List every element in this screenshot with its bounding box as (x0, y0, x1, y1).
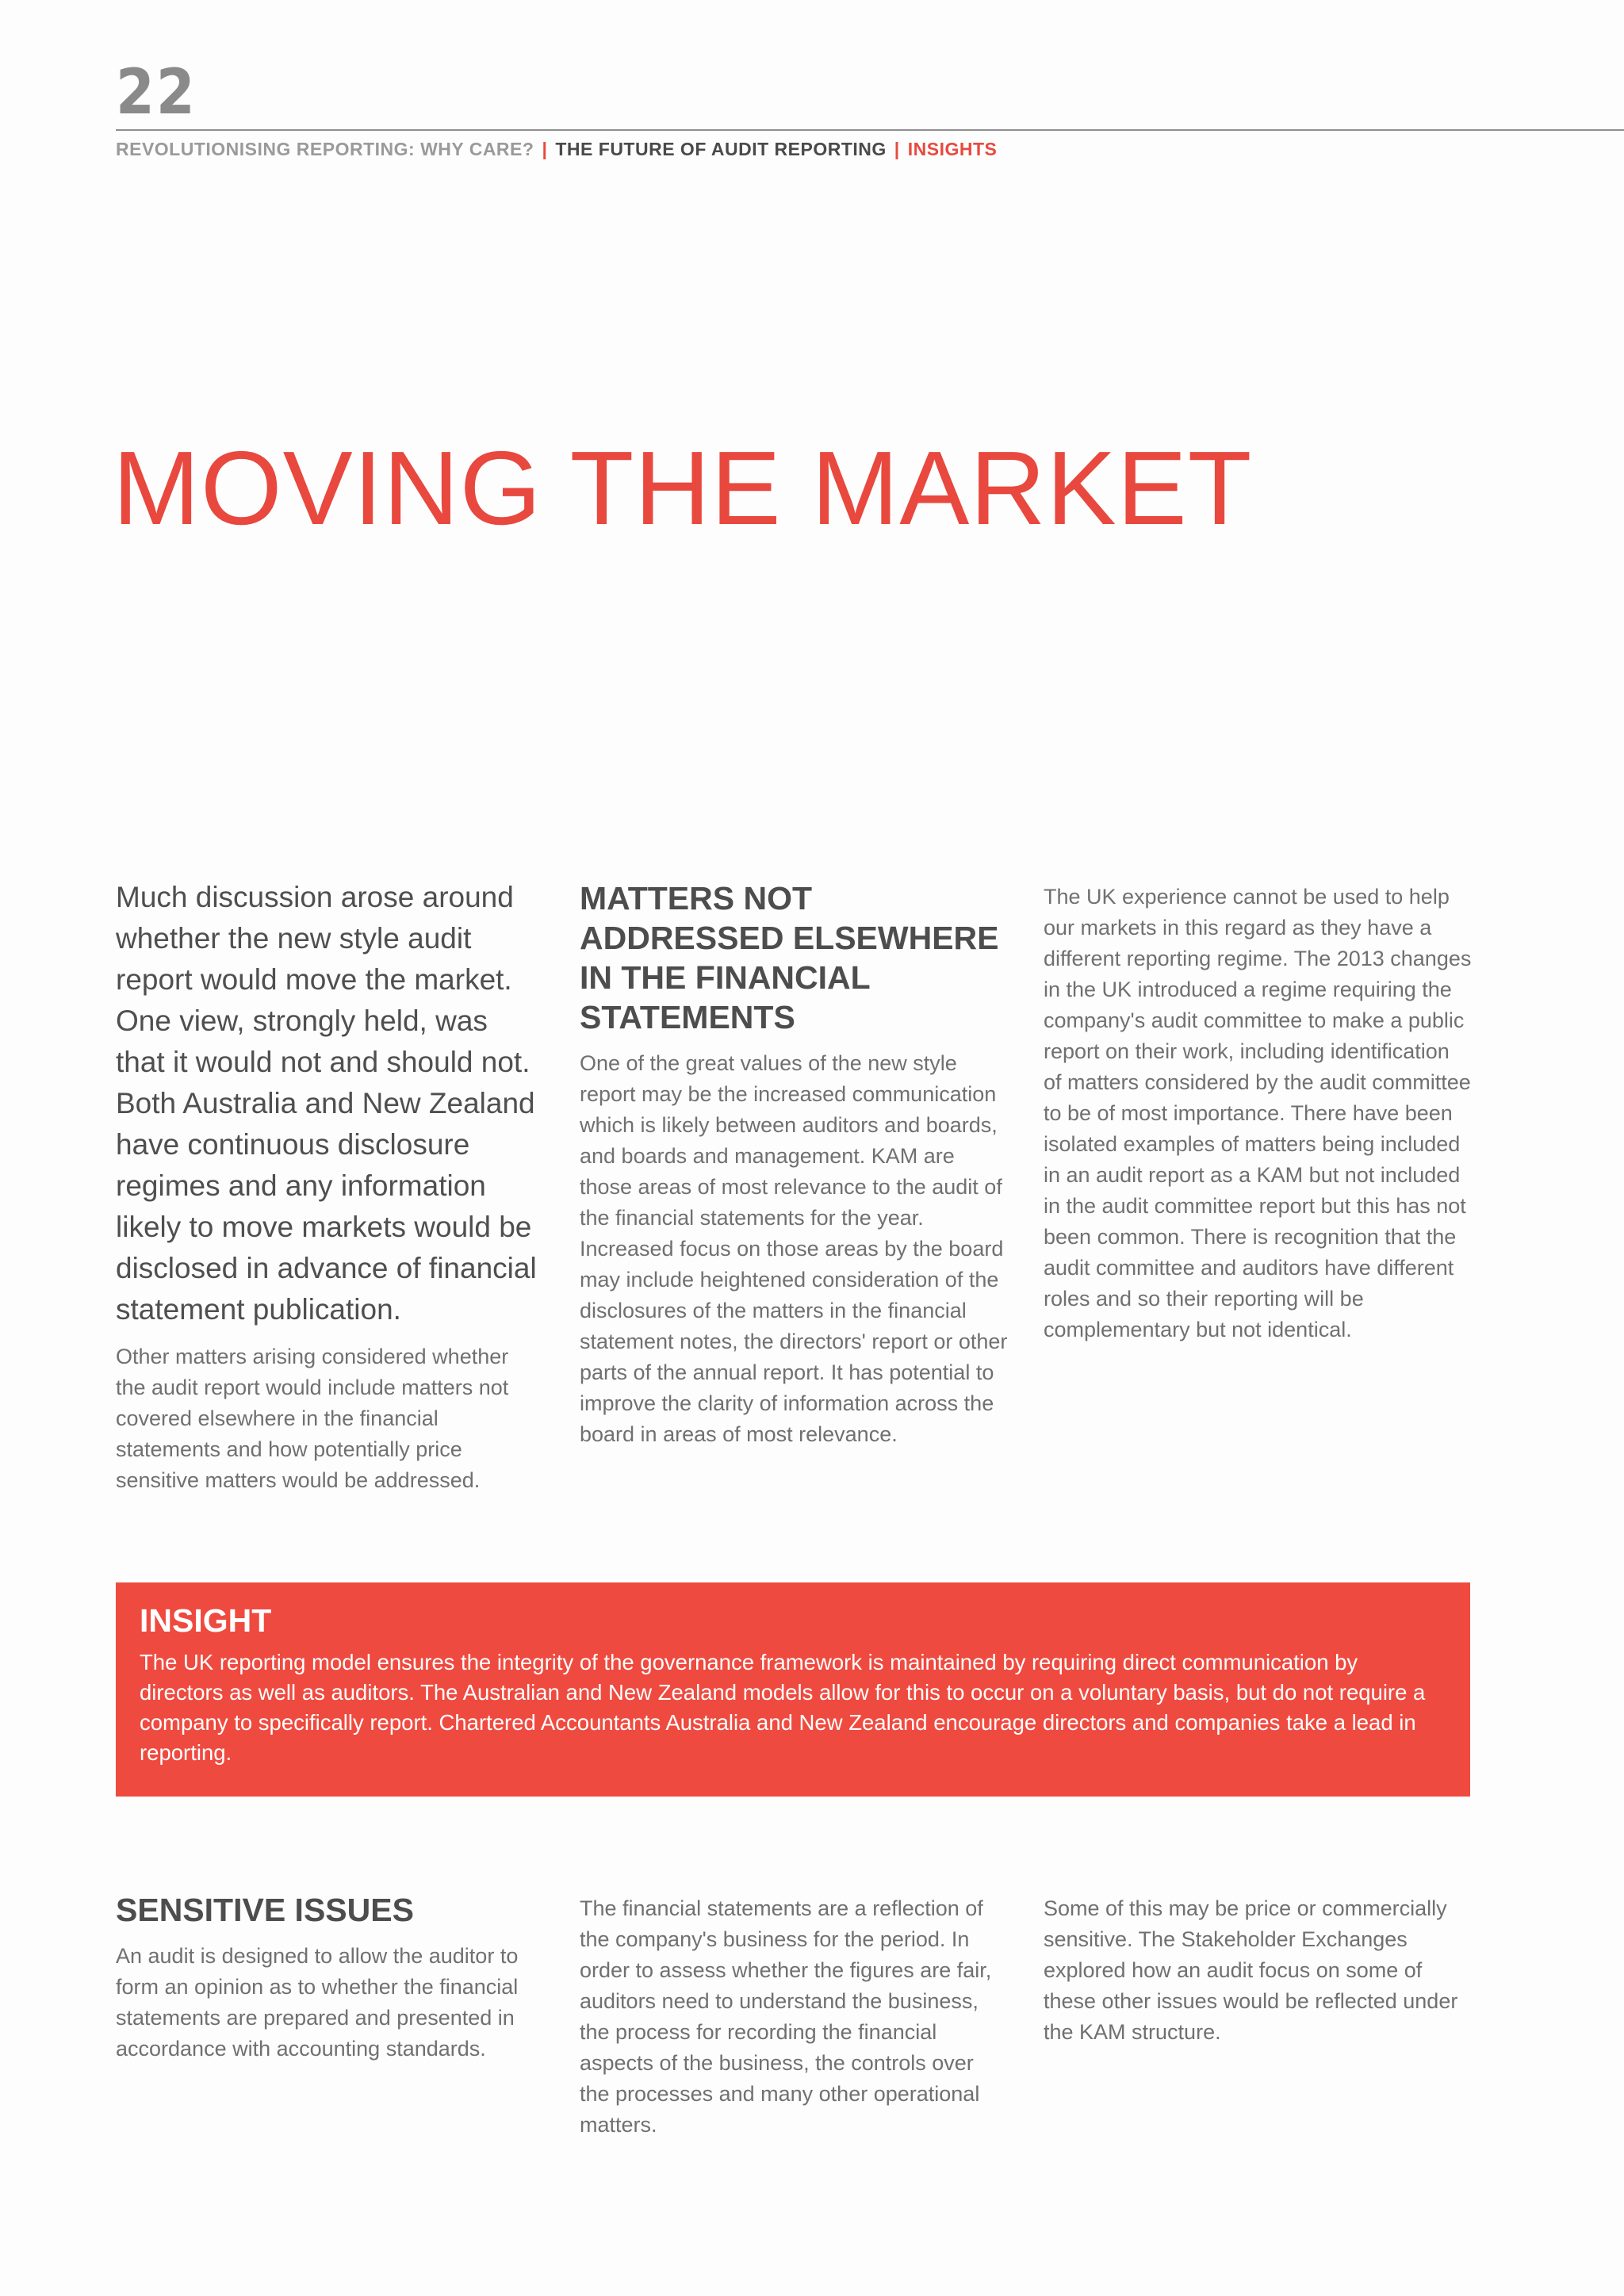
breadcrumb-item-future-audit-reporting[interactable]: THE FUTURE OF AUDIT REPORTING (555, 139, 887, 159)
header-divider (116, 129, 1624, 131)
section2-column-2 (580, 1893, 1008, 2141)
breadcrumb (116, 139, 997, 160)
lead-paragraph: Much discussion arose around whether the new style audit report would move the market. One view, strongly held, was that it would not and should not. Both Australia and New Zealand have continuous disclosure regimes and any information likely to move markets would be disclosed in advance of financial statement publication. (116, 881, 537, 1326)
page-title: MOVING THE MARKET (113, 430, 1253, 547)
body-paragraph: Other matters arising considered whether the audit report would include matters not covered elsewhere in the financial statements and how potentially price sensitive matters would be addressed. (116, 1345, 509, 1492)
matters-not-addressed-heading: MATTERS NOT ADDRESSED ELSEWHERE IN THE FINANCIAL STATEMENTS (580, 880, 999, 1035)
body-paragraph: One of the great values of the new style report may be the increased communication which is likely between auditors and boards, and boards and management. KAM are those areas of most relevance to the audit of the financial statements for the year. Increased focus on those areas by the board may include heightened consideration of the disclosures of the matters in the financial statement notes, the directors' report or other parts of the annual report. It has potential to improve the clarity of information across the board in areas of most relevance. (580, 1051, 1008, 1446)
body-paragraph: The financial statements are a reflection of the company's business for the period. In order to assess whether the figures are fair, auditors need to understand the business, the process for recording the financial aspects of the business, the controls over the processes and many other operational matters. (580, 1896, 992, 2137)
insight-text: The UK reporting model ensures the integrity of the governance framework is maintained by requiring direct communication by directors as well as auditors. The Australian and New Zealand models allow for this to occur on a voluntary basis, but do not require a company to specifically report. Chartered Accountants Australia and New Zealand encourage directors and companies take a lead in reporting. (140, 1650, 1426, 1765)
body-paragraph: An audit is designed to allow the auditor to form an opinion as to whether the financial statements are prepared and presented in accordance with accounting standards. (116, 1944, 519, 2061)
sensitive-issues-heading: SENSITIVE ISSUES (116, 1892, 414, 1928)
section2-column-3 (1044, 1893, 1472, 2048)
section1-column-1 (116, 877, 544, 1496)
insight-title: INSIGHT (140, 1602, 272, 1639)
insight-callout (116, 1582, 1470, 1797)
section1-column-3 (1044, 882, 1472, 1345)
page-number: 22 (116, 57, 197, 128)
breadcrumb-separator: | (542, 139, 548, 159)
body-paragraph: The UK experience cannot be used to help our markets in this regard as they have a different reporting regime. The 2013 changes in the UK introduced a regime requiring the company's audit committee to make a public report on their work, including identification of matters considered by the audit committee to be of most importance. There have been isolated examples of matters being included in an audit report as a KAM but not included in the audit committee report but this has not been common. There is recognition that the audit committee and auditors have different roles and so their reporting will be complementary but not identical. (1044, 885, 1472, 1341)
section1-column-2 (580, 878, 1008, 1450)
body-paragraph: Some of this may be price or commercially sensitive. The Stakeholder Exchanges explored how an audit focus on some of these other issues would be reflected under the KAM structure. (1044, 1896, 1458, 2044)
breadcrumb-item-why-care[interactable]: REVOLUTIONISING REPORTING: WHY CARE? (116, 139, 534, 159)
breadcrumb-separator: | (894, 139, 900, 159)
section2-column-1 (116, 1890, 544, 2064)
breadcrumb-item-insights[interactable]: INSIGHTS (907, 139, 998, 159)
